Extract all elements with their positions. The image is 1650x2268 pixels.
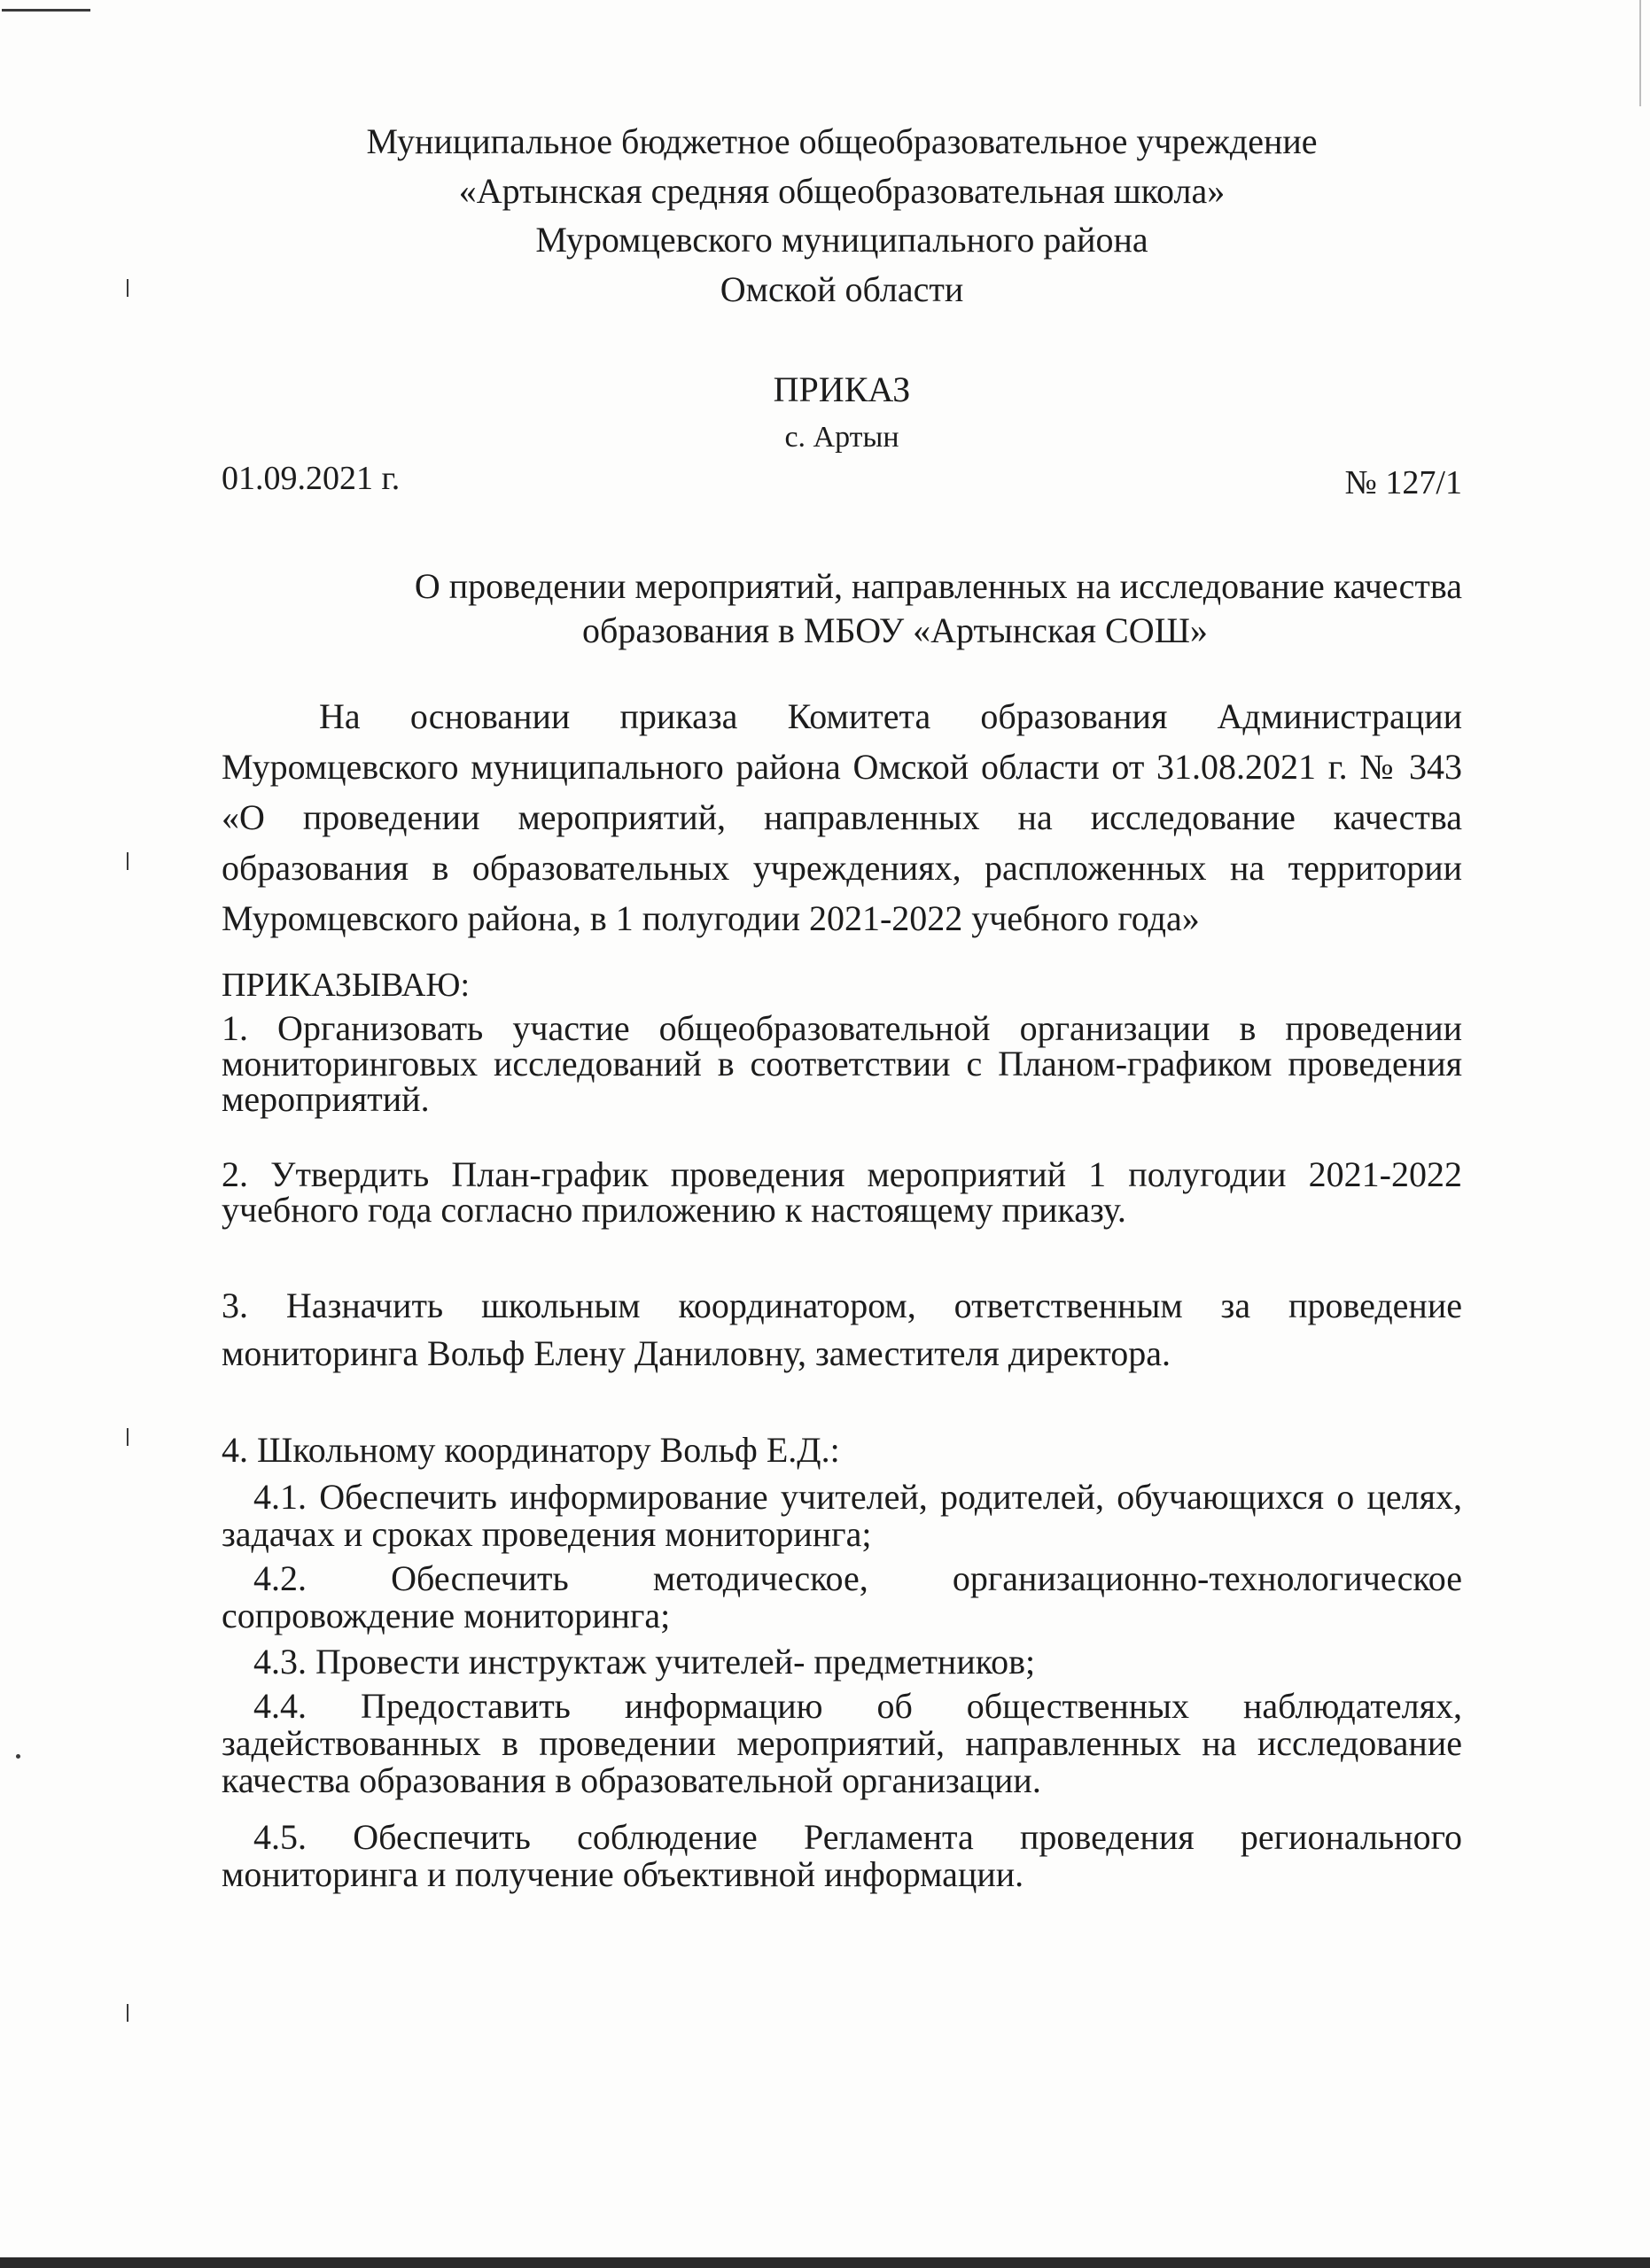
scan-mark-left-dot (16, 1754, 20, 1759)
document-title: ПРИКАЗ (773, 369, 911, 409)
order-item-4-4: 4.4. Предоставить информацию об общественных наблюдателях, задействованных в проведении мероприятий, направленных на исследование качества образования в образовательной организации. (222, 1686, 1462, 1800)
scan-mark-bottom-edge (0, 2257, 1650, 2268)
order-item-4-5: 4.5. Обеспечить соблюдение Регламента проведения регионального мониторинга и получение объективной информации. (222, 1817, 1462, 1894)
order-item-4-2: 4.2. Обеспечить методическое, организационно-технологическое сопровождение мониторинга; (222, 1558, 1462, 1635)
subject-line-1: О проведении мероприятий, направленных на исследование качества (414, 566, 1462, 606)
scan-mark-left-2 (127, 852, 128, 870)
order-item-4-3: 4.3. Провести инструктаж учителей- предметников; (253, 1642, 1036, 1682)
document-number: № 127/1 (1344, 464, 1462, 501)
subject-line-2: образования в МБОУ «Артынская СОШ» (582, 610, 1208, 650)
document-date: 01.09.2021 г. (222, 460, 401, 497)
document-subject (222, 564, 1462, 653)
org-name-line-3: Муромцевского муниципального района (535, 220, 1148, 260)
order-item-4-1: 4.1. Обеспечить информирование учителей, родителей, обучающихся о целях, задачах и сроках проведения мониторинга; (222, 1477, 1462, 1554)
scan-mark-left-4 (127, 2004, 128, 2022)
org-name-line-2: «Артынская средняя общеобразовательная школа» (458, 171, 1226, 211)
org-name-line-4: Омской области (720, 269, 964, 309)
order-item-3: 3. Назначить школьным координатором, ответственным за проведение мониторинга Вольф Елену Даниловну, заместителя директора. (222, 1285, 1462, 1373)
scan-mark-left-1 (127, 279, 128, 297)
order-item-2: 2. Утвердить План-график проведения мероприятий 1 полугодии 2021-2022 учебного года согласно приложению к настоящему приказу. (222, 1154, 1462, 1230)
order-item-4: 4. Школьному координатору Вольф Е.Д.: (222, 1430, 840, 1470)
scan-mark-right-edge (1639, 0, 1641, 106)
org-name-line-1: Муниципальное бюджетное общеобразовательное учреждение (366, 121, 1318, 161)
document-place: с. Артын (784, 421, 899, 454)
scan-mark-left-3 (127, 1428, 128, 1446)
order-item-1: 1. Организовать участие общеобразовательной организации в проведении мониторинговых исследований в соответствии с Планом-графиком проведения мероприятий. (222, 1008, 1462, 1119)
basis-paragraph: На основании приказа Комитета образования Администрации Муромцевского муниципального района Омской области от 31.08.2021 г. № 343 «О проведении мероприятий, направленных на исследование качества образования в образовательных учреждениях, распложенных на территории Муромцевского района, в 1 полугодии 2021-2022 учебного года» (222, 696, 1462, 938)
order-word: ПРИКАЗЫВАЮ: (222, 967, 471, 1004)
scan-mark-top-left (2, 9, 90, 12)
